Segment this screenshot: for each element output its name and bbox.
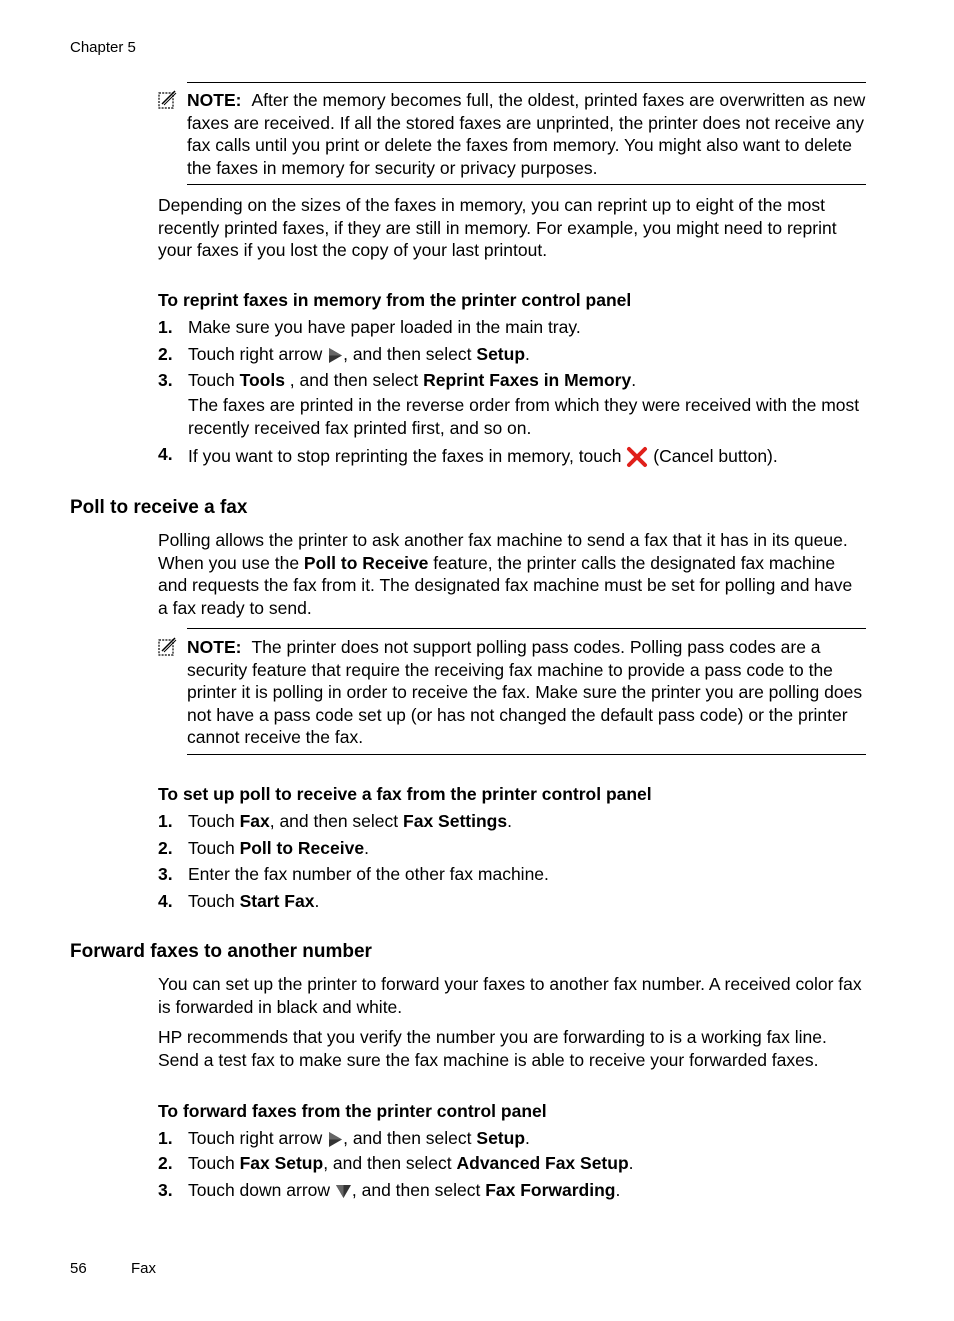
note-1 <box>187 89 866 179</box>
step-text-part: . <box>525 1128 530 1148</box>
step-number: 3. <box>158 1180 173 1200</box>
page-number: 56 <box>70 1260 87 1277</box>
step-text <box>188 1127 866 1150</box>
step-number: 3. <box>158 370 173 390</box>
ui-term: Start Fax <box>239 891 315 911</box>
step-text <box>188 890 866 913</box>
paragraph-part: Polling allows the printer to ask another fax machine to send a fax that it has in its queue. When you use the <box>158 530 848 573</box>
step-text-part: Touch <box>188 370 240 390</box>
ui-term: Fax Setup <box>239 1153 324 1173</box>
step-text-part: . <box>364 838 369 858</box>
body-paragraph: HP recommends that you verify the number you are forwarding to is a working fax line. Send a test fax to make sure the fax machine is able to receive your forwarded faxes. <box>158 1027 827 1070</box>
ui-term: Advanced Fax Setup <box>456 1153 629 1173</box>
step-number: 1. <box>158 317 173 337</box>
ui-term: Poll to Receive <box>303 552 429 573</box>
chapter-header: Chapter 5 <box>70 39 136 56</box>
ui-term: Tools <box>239 370 285 390</box>
right-arrow-icon <box>327 347 343 364</box>
step-number: 1. <box>158 811 173 831</box>
procedure-title: To forward faxes from the printer control panel <box>158 1101 547 1121</box>
step-text-part: Touch <box>188 811 240 831</box>
step-text <box>188 445 866 468</box>
step-text-part: , and then select <box>343 344 477 364</box>
right-arrow-icon <box>327 1131 343 1148</box>
step-detail: The faxes are printed in the reverse order from which they were received with the most recently received fax printed first, and so on. <box>188 395 860 438</box>
step-text-part: Touch <box>188 1153 240 1173</box>
step-number: 2. <box>158 344 173 364</box>
note-body: After the memory becomes full, the oldest, printed faxes are overwritten as new faxes are received. If all the stored faxes are unprinted, the printer does not receive any fax calls until you print or delete the faxes from memory. You might also want to delete the faxes in memory for security or privacy purposes. <box>187 90 866 178</box>
step-number: 2. <box>158 1153 173 1173</box>
step-text-part: . <box>631 370 637 390</box>
down-arrow-icon <box>335 1183 352 1199</box>
step-text-part: . <box>507 811 512 831</box>
step-number: 4. <box>158 444 173 464</box>
note-bottom-rule <box>187 184 866 185</box>
note-top-rule <box>187 82 866 83</box>
step-text <box>188 369 866 392</box>
body-paragraph <box>158 529 866 619</box>
note-body: The printer does not support polling pass codes. Polling pass codes are a security feature that require the receiving fax machine to provide a pass code to the printer it is polling in order to receive the fax. Make sure the printer you are polling does not have a pass code set up (or has not changed the default pass code) or the printer cannot receive the fax. <box>187 637 863 747</box>
note-pencil-icon <box>158 90 178 110</box>
step-text-part: Touch <box>188 838 240 858</box>
step-text-part: If you want to stop reprinting the faxes in memory, touch <box>188 446 627 466</box>
ui-term: Reprint Faxes in Memory <box>423 370 632 390</box>
section-heading: Forward faxes to another number <box>70 941 372 962</box>
step-number: 1. <box>158 1128 173 1148</box>
step-text-part: , and then select <box>284 370 424 390</box>
step-text-part: , and then select <box>343 1128 477 1148</box>
body-paragraph: You can set up the printer to forward your faxes to another fax number. A received color fax is forwarded in black and white. <box>158 974 862 1017</box>
ui-term: Fax Settings <box>403 811 508 831</box>
ui-term: Fax <box>239 811 270 831</box>
section-heading: Poll to receive a fax <box>70 497 248 518</box>
note-top-rule <box>187 628 866 629</box>
note-2 <box>187 636 866 749</box>
procedure-title: To reprint faxes in memory from the printer control panel <box>158 290 632 310</box>
step-text: Make sure you have paper loaded in the main tray. <box>188 317 581 337</box>
step-text-part: , and then select <box>269 811 404 831</box>
note-label: NOTE: <box>187 637 242 657</box>
step-text-part: Touch right arrow <box>188 344 328 364</box>
ui-term: Setup <box>476 344 526 364</box>
ui-term: Fax Forwarding <box>485 1180 616 1200</box>
step-text-part: Touch down arrow <box>188 1180 335 1200</box>
body-paragraph: Depending on the sizes of the faxes in memory, you can reprint up to eight of the most recently printed faxes, if they are still in memory. For example, you might need to reprint your faxes if you lost the copy of your last printout. <box>158 195 837 260</box>
procedure-title: To set up poll to receive a fax from the printer control panel <box>158 784 652 804</box>
step-number: 3. <box>158 864 173 884</box>
step-text-part: . <box>314 891 320 911</box>
step-text: Enter the fax number of the other fax machine. <box>188 864 549 884</box>
step-text-part: Touch <box>188 891 240 911</box>
note-label: NOTE: <box>187 90 242 110</box>
step-text <box>188 837 866 860</box>
footer-section-title: Fax <box>131 1260 157 1277</box>
paragraph-part: feature, the printer calls the designated fax machine and requests the fax from it. The designated fax machine must be set for polling and have a fax ready to send. <box>158 552 853 618</box>
step-text <box>188 1179 866 1202</box>
note-bottom-rule <box>187 754 866 755</box>
step-text <box>188 343 866 366</box>
step-text-part: . <box>525 344 530 364</box>
step-text-part: Touch right arrow <box>188 1128 328 1148</box>
step-text-part: , and then select <box>351 1180 486 1200</box>
cancel-x-icon <box>626 446 648 468</box>
step-text-part: (Cancel button). <box>648 446 778 466</box>
step-text <box>188 1152 866 1175</box>
step-text-part: , and then select <box>323 1153 457 1173</box>
ui-term: Setup <box>476 1128 526 1148</box>
step-number: 2. <box>158 838 173 858</box>
note-pencil-icon <box>158 637 178 657</box>
step-text-part: . <box>615 1180 621 1200</box>
step-number: 4. <box>158 891 173 911</box>
step-text <box>188 810 866 833</box>
ui-term: Poll to Receive <box>239 838 365 858</box>
step-text-part: . <box>628 1153 634 1173</box>
